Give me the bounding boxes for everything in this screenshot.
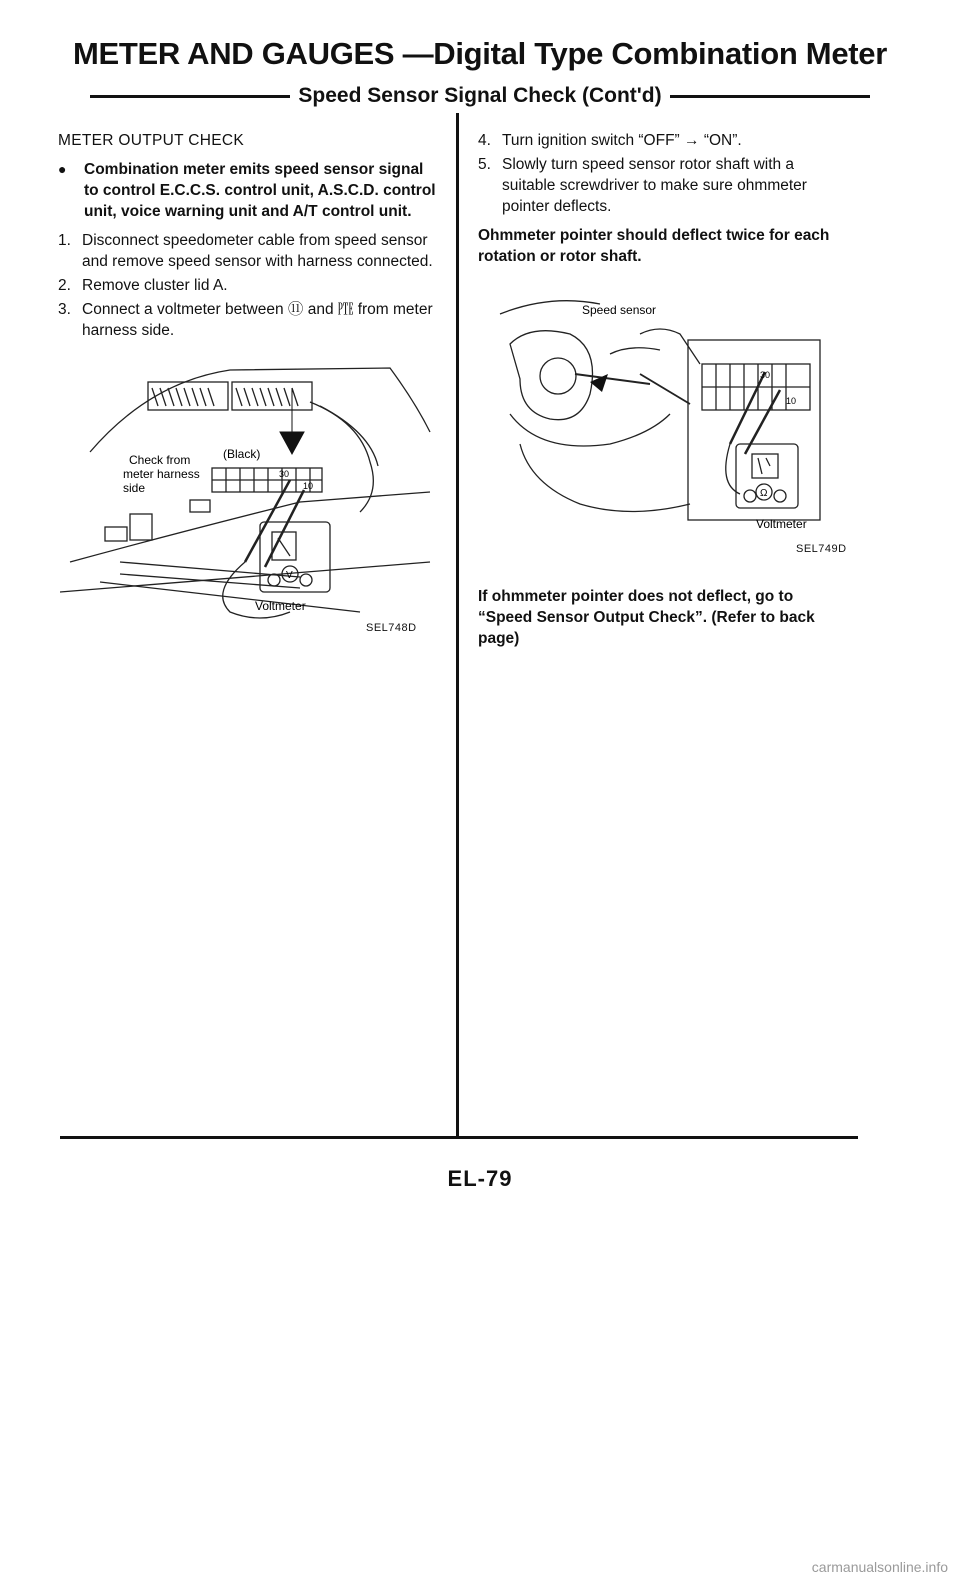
section-heading: METER OUTPUT CHECK	[58, 132, 244, 149]
label-pin10: 10	[303, 481, 314, 491]
label-meter-harness: meter harness	[123, 467, 200, 481]
step-text: Disconnect speedometer cable from speed sensor and remove speed sensor with harness connected.	[82, 232, 433, 270]
ohmmeter-rotor-figure	[490, 294, 840, 534]
page-number: EL-79	[447, 1166, 513, 1191]
label-pin10: 10	[786, 396, 797, 406]
step-number: 3.	[58, 301, 71, 318]
section-subtitle	[0, 84, 960, 108]
right-column	[478, 130, 850, 267]
label-black: (Black)	[223, 447, 261, 461]
label-check-from: Check from	[129, 453, 191, 467]
watermark-text: carmanualsonline.info	[811, 1559, 948, 1575]
bottom-rule	[60, 1136, 858, 1139]
subtitle-rule-left	[90, 95, 290, 98]
step-item	[478, 130, 850, 151]
step-item	[58, 299, 438, 341]
step-number: 1.	[58, 232, 71, 249]
label-ohm: Ω	[760, 488, 768, 499]
column-divider	[456, 113, 459, 1138]
left-column	[58, 130, 438, 344]
subtitle-text: Speed Sensor Signal Check (Cont'd)	[298, 84, 662, 107]
label-v: V	[286, 570, 293, 581]
step-number: 5.	[478, 156, 491, 173]
bold-note: Ohmmeter pointer should deflect twice for each rotation or rotor shaft.	[478, 227, 830, 265]
bullet-dot: ●	[58, 161, 67, 177]
label-voltmeter: Voltmeter	[255, 599, 306, 613]
figure-code: SEL748D	[366, 622, 417, 634]
step-number: 2.	[58, 277, 71, 294]
label-side: side	[123, 481, 146, 495]
page-title: METER AND GAUGES —Digital Type Combination Meter	[72, 36, 888, 71]
label-pin30: 30	[760, 370, 771, 380]
step-item	[58, 230, 438, 272]
step-text: Remove cluster lid A.	[82, 277, 228, 294]
step-item	[58, 275, 438, 296]
subtitle-rule-right	[670, 95, 870, 98]
step-text: Connect a voltmeter between ⑪ and ㉐ from meter harness side.	[82, 301, 433, 339]
step-text: Turn ignition switch “OFF” → “ON”.	[502, 132, 742, 149]
figure-code: SEL749D	[796, 543, 847, 555]
bullet-item	[58, 159, 438, 222]
bullet-text: Combination meter emits speed sensor signal to control E.C.C.S. control unit, A.S.C.D. control unit, voice warning unit and A/T control unit.	[84, 161, 436, 220]
step-item	[478, 154, 850, 217]
label-voltmeter: Voltmeter	[756, 517, 807, 531]
step-text: Slowly turn speed sensor rotor shaft with a suitable screwdriver to make sure ohmmeter pointer deflects.	[502, 156, 807, 215]
label-speed-sensor: Speed sensor	[582, 303, 657, 317]
after-note: If ohmmeter pointer does not deflect, go to “Speed Sensor Output Check”. (Refer to back page)	[478, 588, 815, 647]
label-pin30: 30	[279, 469, 290, 479]
voltmeter-connection-figure	[60, 362, 440, 642]
step-number: 4.	[478, 132, 491, 149]
